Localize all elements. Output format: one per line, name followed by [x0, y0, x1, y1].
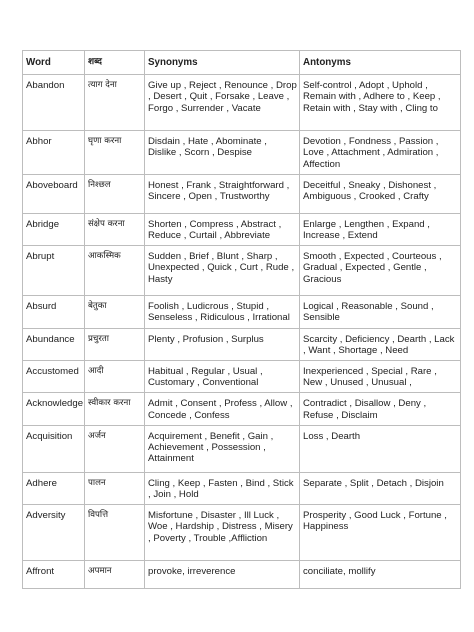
- word-cell: Adhere: [23, 472, 85, 504]
- synonyms-cell: Misfortune , Disaster , Ill Luck , Woe , Hardship , Distress , Misery , Poverty , Trouble ,Affliction: [145, 505, 300, 561]
- header-synonyms: Synonyms: [145, 51, 300, 75]
- word-cell: Acquisition: [23, 425, 85, 472]
- antonyms-cell: Prosperity , Good Luck , Fortune , Happiness: [300, 505, 461, 561]
- table-row: [23, 505, 461, 561]
- table-header-row: [23, 51, 461, 75]
- table-row: [23, 393, 461, 425]
- table-row: [23, 174, 461, 213]
- antonyms-cell: conciliate, mollify: [300, 561, 461, 589]
- header-hindi-word: शब्द: [85, 51, 145, 75]
- antonyms-cell: Separate , Split , Detach , Disjoin: [300, 472, 461, 504]
- hindi-word-cell: निश्छल: [85, 174, 145, 213]
- table-body: [23, 75, 461, 589]
- antonyms-cell: Enlarge , Lengthen , Expand , Increase , Extend: [300, 213, 461, 245]
- hindi-word-cell: पालन: [85, 472, 145, 504]
- hindi-word-cell: त्याग देना: [85, 75, 145, 131]
- hindi-word-cell: संक्षेप करना: [85, 213, 145, 245]
- antonyms-cell: Devotion , Fondness , Passion , Love , Attachment , Admiration , Affection: [300, 131, 461, 175]
- word-cell: Affront: [23, 561, 85, 589]
- header-word: Word: [23, 51, 85, 75]
- table-row: [23, 213, 461, 245]
- synonyms-cell: Acquirement , Benefit , Gain , Achievement , Possession , Attainment: [145, 425, 300, 472]
- synonyms-cell: Cling , Keep , Fasten , Bind , Stick , Join , Hold: [145, 472, 300, 504]
- antonyms-cell: Logical , Reasonable , Sound , Sensible: [300, 296, 461, 328]
- table-row: [23, 131, 461, 175]
- hindi-word-cell: अपमान: [85, 561, 145, 589]
- hindi-word-cell: स्वीकार करना: [85, 393, 145, 425]
- synonyms-cell: Give up , Reject , Renounce , Drop , Desert , Quit , Forsake , Leave , Forgo , Surrender , Vacate: [145, 75, 300, 131]
- word-cell: Accustomed: [23, 361, 85, 393]
- header-antonyms: Antonyms: [300, 51, 461, 75]
- hindi-word-cell: प्रचुरता: [85, 328, 145, 360]
- word-cell: Acknowledge: [23, 393, 85, 425]
- word-cell: Abhor: [23, 131, 85, 175]
- word-cell: Aboveboard: [23, 174, 85, 213]
- synonyms-cell: Disdain , Hate , Abominate , Dislike , Scorn , Despise: [145, 131, 300, 175]
- synonyms-cell: Habitual , Regular , Usual , Customary , Conventional: [145, 361, 300, 393]
- word-cell: Absurd: [23, 296, 85, 328]
- antonyms-cell: Inexperienced , Special , Rare , New , Unused , Unusual ,: [300, 361, 461, 393]
- hindi-word-cell: विपत्ति: [85, 505, 145, 561]
- word-cell: Abridge: [23, 213, 85, 245]
- hindi-word-cell: अर्जन: [85, 425, 145, 472]
- synonyms-cell: Plenty , Profusion , Surplus: [145, 328, 300, 360]
- word-cell: Adversity: [23, 505, 85, 561]
- hindi-word-cell: आदी: [85, 361, 145, 393]
- word-cell: Abrupt: [23, 246, 85, 296]
- table-row: [23, 361, 461, 393]
- antonyms-cell: Self-control , Adopt , Uphold , Remain with , Adhere to , Keep , Retain with , Stay with , Cling to: [300, 75, 461, 131]
- synonyms-cell: Shorten , Compress , Abstract , Reduce , Curtail , Abbreviate: [145, 213, 300, 245]
- table-row: [23, 425, 461, 472]
- table-row: [23, 296, 461, 328]
- hindi-word-cell: बेतुका: [85, 296, 145, 328]
- table-row: [23, 246, 461, 296]
- antonyms-cell: Deceitful , Sneaky , Dishonest , Ambiguous , Crooked , Crafty: [300, 174, 461, 213]
- vocabulary-table: [22, 50, 461, 589]
- antonyms-cell: Loss , Dearth: [300, 425, 461, 472]
- hindi-word-cell: घृणा करना: [85, 131, 145, 175]
- synonyms-cell: Admit , Consent , Profess , Allow , Concede , Confess: [145, 393, 300, 425]
- word-cell: Abandon: [23, 75, 85, 131]
- antonyms-cell: Scarcity , Deficiency , Dearth , Lack , Want , Shortage , Need: [300, 328, 461, 360]
- hindi-word-cell: आकस्मिक: [85, 246, 145, 296]
- word-cell: Abundance: [23, 328, 85, 360]
- synonyms-cell: Foolish , Ludicrous , Stupid , Senseless , Ridiculous , Irrational: [145, 296, 300, 328]
- antonyms-cell: Contradict , Disallow , Deny , Refuse , Disclaim: [300, 393, 461, 425]
- table-row: [23, 328, 461, 360]
- synonyms-cell: provoke, irreverence: [145, 561, 300, 589]
- table-row: [23, 472, 461, 504]
- table-row: [23, 75, 461, 131]
- antonyms-cell: Smooth , Expected , Courteous , Gradual , Expected , Gentle , Gracious: [300, 246, 461, 296]
- top-cut-off-text: [40, 12, 440, 32]
- synonyms-cell: Honest , Frank , Straightforward , Sincere , Open , Trustworthy: [145, 174, 300, 213]
- synonyms-cell: Sudden , Brief , Blunt , Sharp , Unexpected , Quick , Curt , Rude , Hasty: [145, 246, 300, 296]
- table-row: [23, 561, 461, 589]
